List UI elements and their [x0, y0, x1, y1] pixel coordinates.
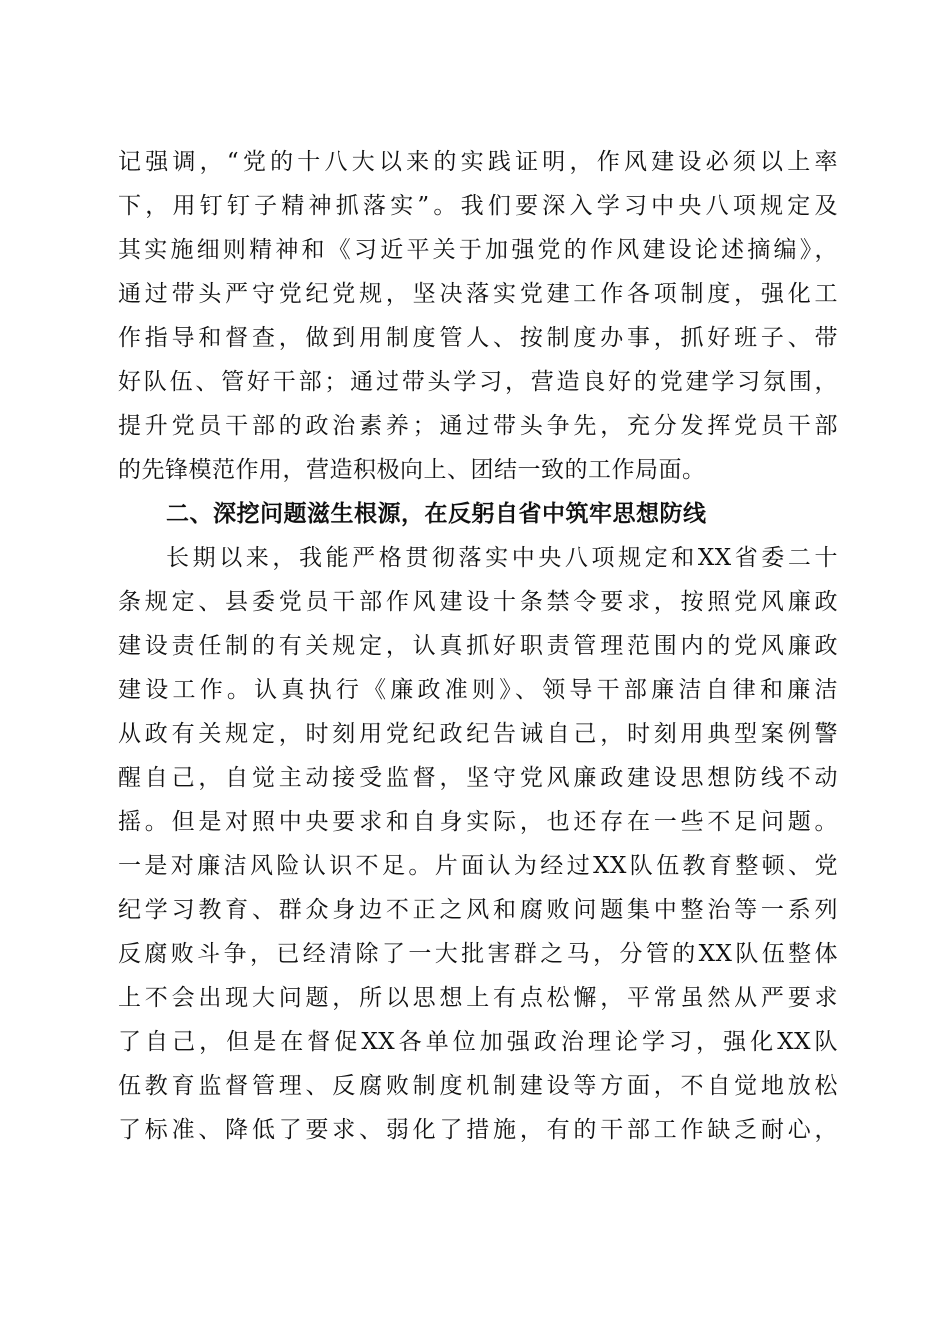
paragraph-line: 通过带头严守党纪党规，坚决落实党建工作各项制度，强化工	[118, 281, 838, 307]
paragraph-line: 摇。但是对照中央要求和自身实际，也还存在一些不足问题。	[118, 809, 838, 835]
paragraph-line: 条规定、县委党员干部作风建设十条禁令要求，按照党风廉政	[118, 589, 838, 615]
paragraph-line: 了标准、降低了要求、弱化了措施，有的干部工作缺乏耐心，	[118, 1117, 838, 1143]
paragraph-line: 提升党员干部的政治素养；通过带头争先，充分发挥党员干部	[118, 413, 838, 439]
paragraph-line: 了自己，但是在督促XX各单位加强政治理论学习，强化XX队	[118, 1029, 838, 1055]
paragraph-line: 记强调，“党的十八大以来的实践证明，作风建设必须以上率	[118, 149, 838, 175]
paragraph-line: 一是对廉洁风险认识不足。片面认为经过XX队伍教育整顿、党	[118, 853, 838, 879]
section-heading: 二、深挖问题滋生根源，在反躬自省中筑牢思想防线	[166, 501, 707, 527]
paragraph-line: 其实施细则精神和《习近平关于加强党的作风建设论述摘编》，	[118, 237, 838, 263]
paragraph-line: 下，用钉钉子精神抓落实”。我们要深入学习中央八项规定及	[118, 193, 838, 219]
paragraph-line: 从政有关规定，时刻用党纪政纪告诫自己，时刻用典型案例警	[118, 721, 838, 747]
paragraph-line: 建设责任制的有关规定，认真抓好职责管理范围内的党风廉政	[118, 633, 838, 659]
paragraph-line: 上不会出现大问题，所以思想上有点松懈，平常虽然从严要求	[118, 985, 838, 1011]
paragraph-line: 纪学习教育、群众身边不正之风和腐败问题集中整治等一系列	[118, 897, 838, 923]
paragraph-line: 好队伍、管好干部；通过带头学习，营造良好的党建学习氛围，	[118, 369, 838, 395]
paragraph-2	[118, 536, 838, 1152]
paragraph-line: 醒自己，自觉主动接受监督，坚守党风廉政建设思想防线不动	[118, 765, 838, 791]
paragraph-line: 作指导和督查，做到用制度管人、按制度办事，抓好班子、带	[118, 325, 838, 351]
paragraph-line: 建设工作。认真执行《廉政准则》、领导干部廉洁自律和廉洁	[118, 677, 838, 703]
paragraph-line: 的先锋模范作用，营造积极向上、团结一致的工作局面。	[118, 457, 706, 483]
paragraph-line: 长期以来，我能严格贯彻落实中央八项规定和XX省委二十	[166, 545, 838, 571]
paragraph-line: 反腐败斗争，已经清除了一大批害群之马，分管的XX队伍整体	[118, 941, 838, 967]
document-page	[118, 140, 838, 1152]
paragraph-1	[118, 140, 838, 492]
paragraph-line: 伍教育监督管理、反腐败制度机制建设等方面，不自觉地放松	[118, 1073, 838, 1099]
